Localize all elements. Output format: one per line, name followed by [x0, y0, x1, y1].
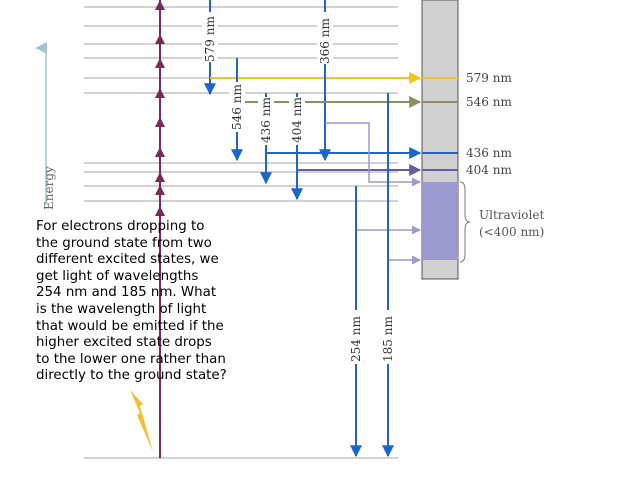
transition-label: 366 nm [318, 18, 332, 64]
spectrum-label-546: 546 nm [466, 95, 512, 109]
transition-label: 436 nm [259, 97, 273, 143]
transition-579 [210, 0, 420, 94]
question-text: For electrons dropping to the ground state from two different excited states, we get light of wavelengths 254 nm and 185 nm. What is the wavelength of light that would be emitted if the higher excited state drops to the lower one rather than directly to the ground state? [36, 219, 227, 384]
uv-brace [460, 182, 470, 262]
spectrum-label-436: 436 nm [466, 146, 512, 160]
transition-label: 404 nm [290, 97, 304, 143]
transition-label: 579 nm [203, 16, 217, 62]
uv-band [422, 182, 458, 260]
uv-label: Ultraviolet [479, 208, 545, 222]
transition-label: 546 nm [230, 84, 244, 130]
spectrum-label-579: 579 nm [466, 71, 512, 85]
lightning-spark-icon [130, 390, 153, 452]
spectrum-label-404: 404 nm [466, 163, 512, 177]
transition-label: 185 nm [381, 316, 395, 362]
uv-range-label: (<400 nm) [479, 225, 545, 239]
uv-connectors [325, 123, 420, 260]
transition-label: 254 nm [349, 316, 363, 362]
transition-404 [297, 93, 420, 199]
energy-axis-label: Energy [42, 166, 56, 210]
